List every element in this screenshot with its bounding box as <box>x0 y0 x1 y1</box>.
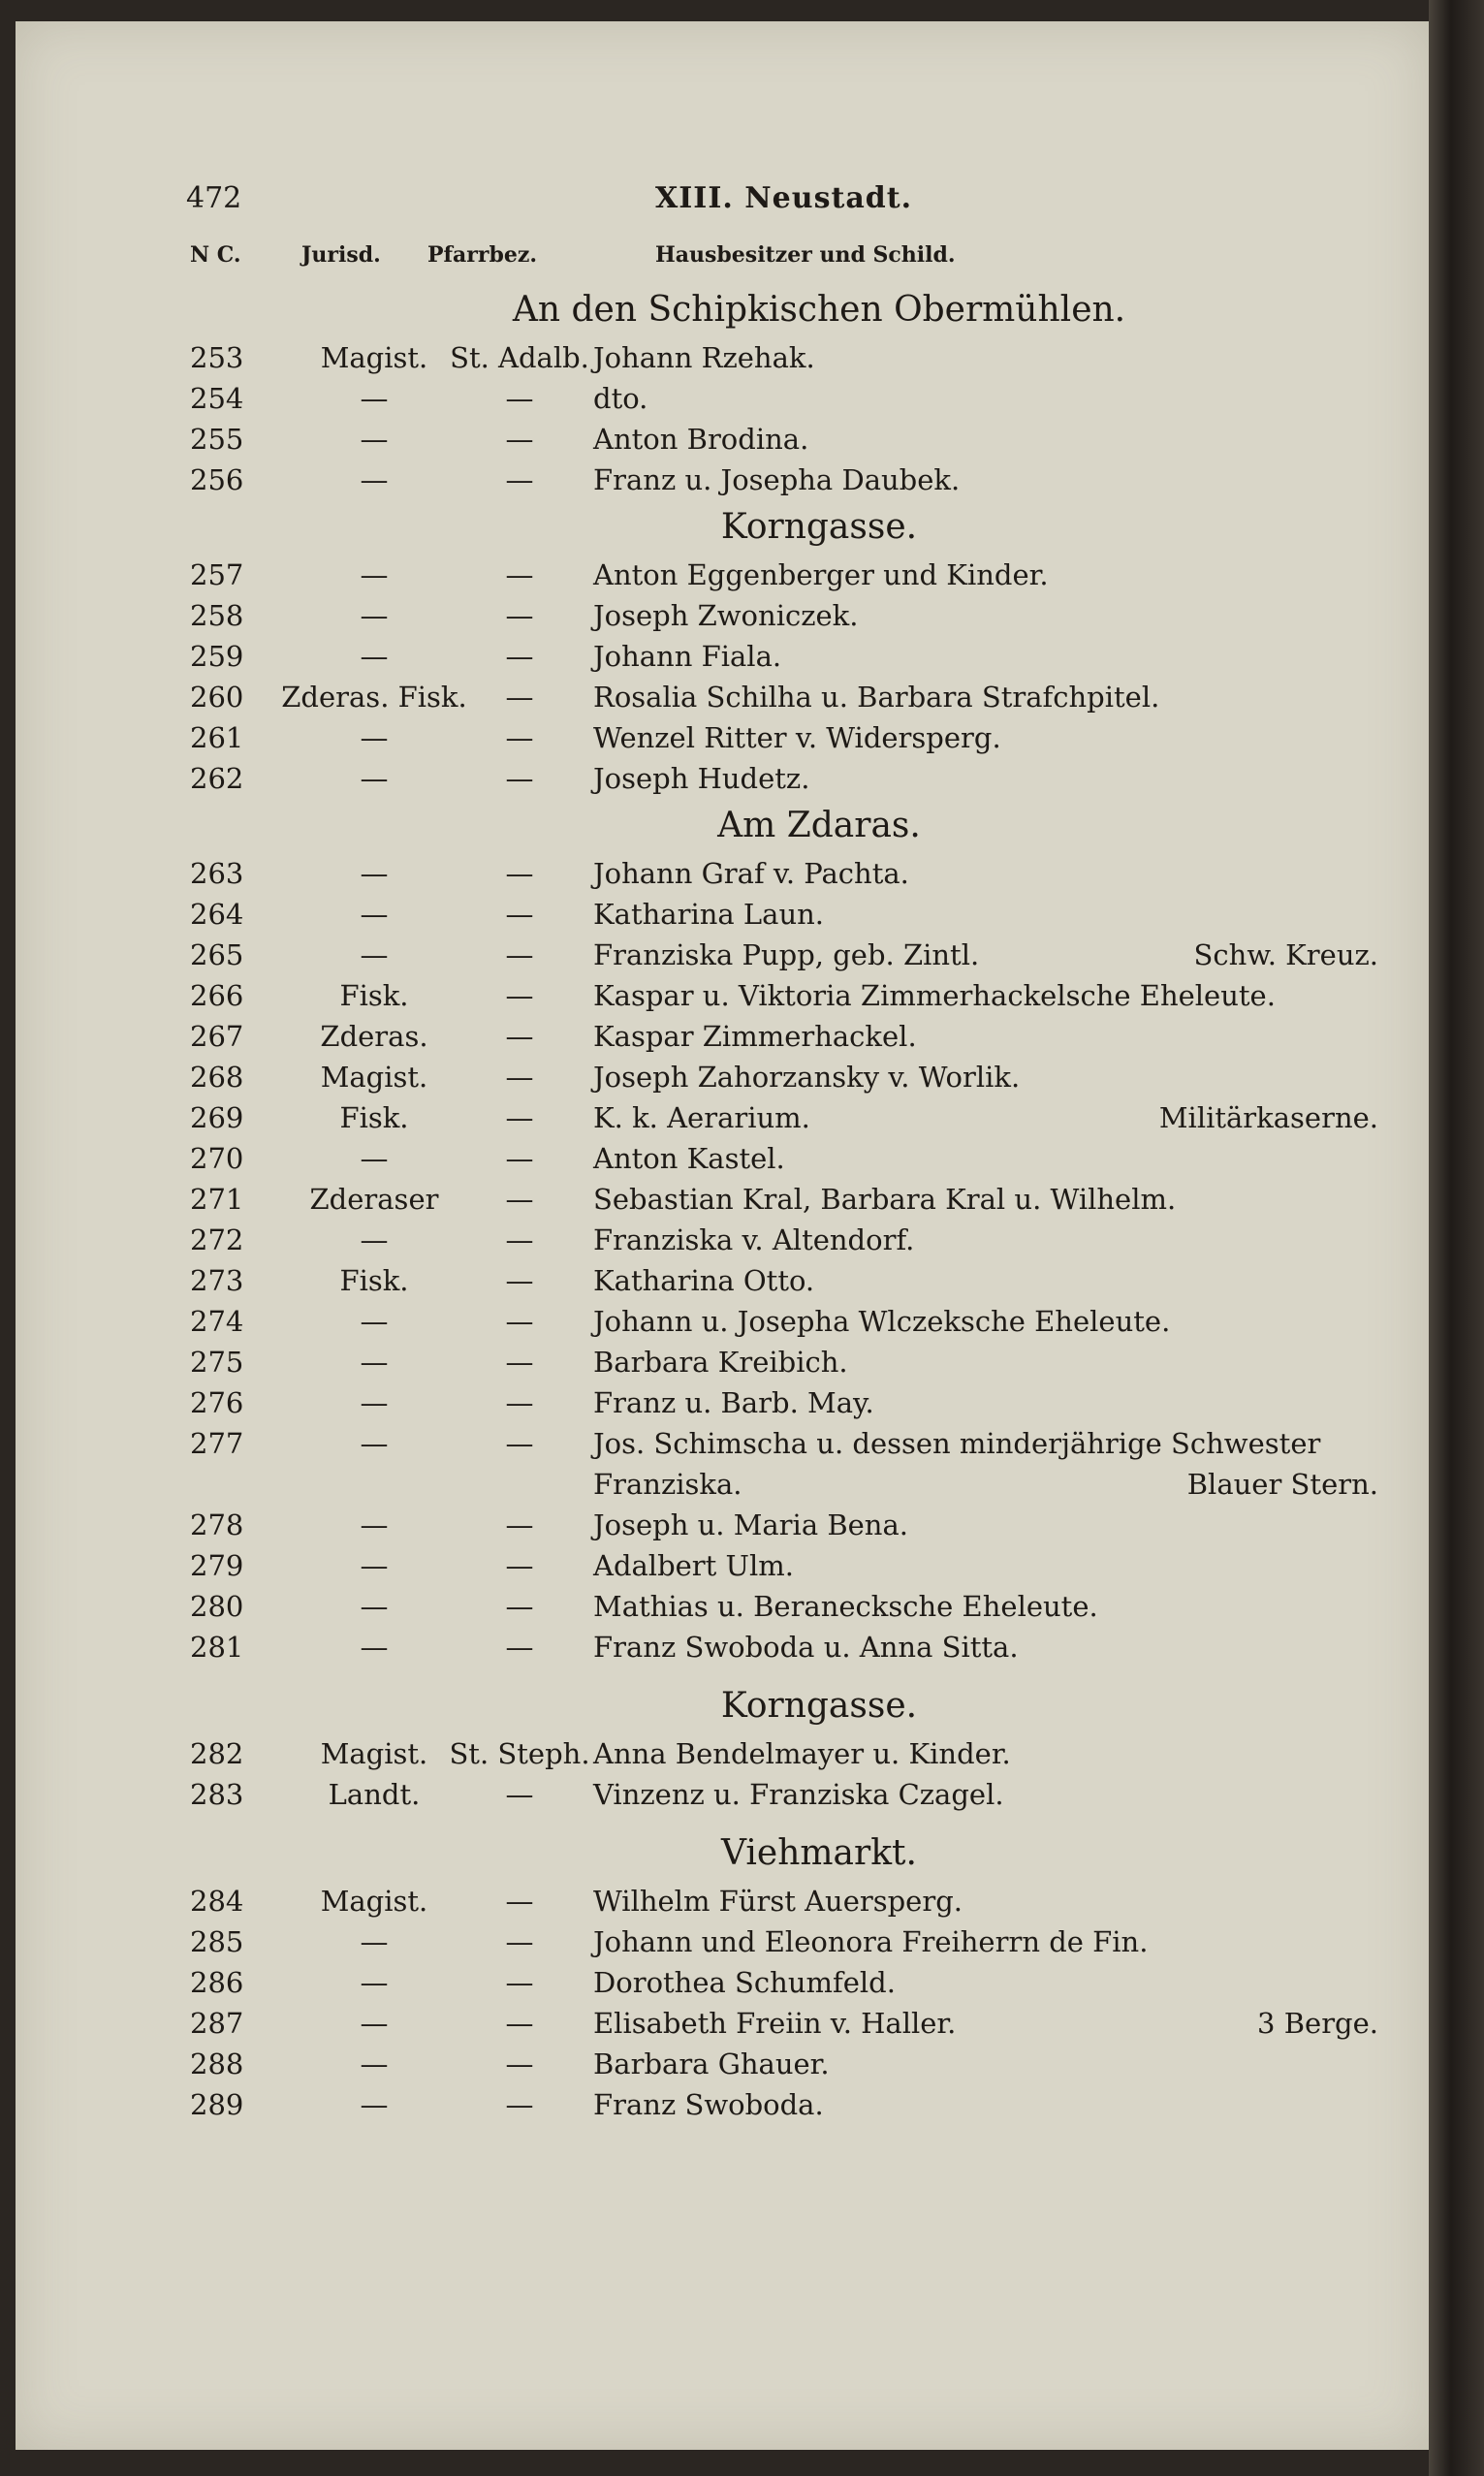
house-number: 289 <box>190 2088 244 2121</box>
owner-cell: Franz u. Josepha Daubek. <box>593 463 961 496</box>
column-header-parish: Pfarrbez. <box>427 242 537 268</box>
house-number: 261 <box>190 721 244 754</box>
house-number: 259 <box>190 640 244 673</box>
parish-cell: — <box>505 423 534 456</box>
jurisdiction-cell: Zderaser <box>309 1183 439 1216</box>
house-sign-cell: Schw. Kreuz. <box>1193 938 1378 971</box>
owner-cell: Johann u. Josepha Wlczeksche Eheleute. <box>593 1305 1171 1338</box>
house-number: 281 <box>190 1631 244 1664</box>
house-number: 263 <box>190 857 244 890</box>
house-number: 283 <box>190 1778 244 1811</box>
jurisdiction-cell: — <box>360 938 389 971</box>
owner-cell: Rosalia Schilha u. Barbara Strafchpitel. <box>593 681 1160 714</box>
house-number: 271 <box>190 1183 244 1216</box>
owner-cell: Katharina Otto. <box>593 1264 815 1297</box>
parish-cell: — <box>505 762 534 795</box>
parish-cell: — <box>505 1346 534 1379</box>
owner-cell: Joseph Zwoniczek. <box>593 599 859 632</box>
jurisdiction-cell: — <box>360 1966 389 1999</box>
jurisdiction-cell: Zderas. <box>320 1020 428 1053</box>
table-row <box>16 2003 1429 2044</box>
parish-cell: — <box>505 1427 534 1460</box>
section-title: Korngasse. <box>720 1686 918 1726</box>
table-row <box>16 935 1429 975</box>
table-row <box>16 1016 1429 1057</box>
owner-cell: Mathias u. Beranecksche Eheleute. <box>593 1590 1098 1623</box>
owner-cell: Jos. Schimscha u. dessen minderjährige Schwester Franziska. <box>593 1427 1321 1501</box>
owner-cell: Franz u. Barb. May. <box>593 1386 874 1419</box>
house-number: 287 <box>190 2007 244 2040</box>
jurisdiction-cell: — <box>360 2088 389 2121</box>
jurisdiction-cell: — <box>360 2007 389 2040</box>
jurisdiction-cell: — <box>360 1631 389 1664</box>
table-row <box>16 595 1429 636</box>
section-spacer <box>16 1815 1429 1826</box>
parish-cell: — <box>505 2088 534 2121</box>
owner-cell: K. k. Aerarium. <box>593 1101 810 1134</box>
table-row <box>16 337 1429 378</box>
table-row <box>16 894 1429 935</box>
parish-cell: — <box>505 1966 534 1999</box>
parish-cell: — <box>505 2007 534 2040</box>
jurisdiction-cell: — <box>360 2047 389 2080</box>
table-row <box>16 758 1429 799</box>
jurisdiction-cell: Fisk. <box>339 1101 409 1134</box>
table-row <box>16 378 1429 419</box>
owner-cell: Johann Rzehak. <box>593 341 815 374</box>
table-row <box>16 1179 1429 1220</box>
jurisdiction-cell: — <box>360 898 389 931</box>
table-row <box>16 1774 1429 1815</box>
parish-cell: — <box>505 1142 534 1175</box>
jurisdiction-cell: — <box>360 558 389 591</box>
table-row <box>16 555 1429 595</box>
house-number: 278 <box>190 1508 244 1541</box>
parish-cell: — <box>505 1264 534 1297</box>
house-sign-cell: Militärkaserne. <box>1158 1101 1378 1134</box>
owner-cell: Barbara Kreibich. <box>593 1346 848 1379</box>
table-row <box>16 1423 1429 1505</box>
house-sign-cell: Blauer Stern. <box>1186 1468 1378 1501</box>
owner-cell: Katharina Laun. <box>593 898 825 931</box>
parish-cell: — <box>505 1508 534 1541</box>
table-row <box>16 1881 1429 1921</box>
owner-cell: Sebastian Kral, Barbara Kral u. Wilhelm. <box>593 1183 1177 1216</box>
jurisdiction-cell: — <box>360 382 389 415</box>
parish-cell: — <box>505 1183 534 1216</box>
parish-cell: — <box>505 1590 534 1623</box>
house-number: 256 <box>190 463 244 496</box>
jurisdiction-cell: — <box>360 857 389 890</box>
jurisdiction-cell: Magist. <box>320 1737 428 1770</box>
owner-cell: Adalbert Ulm. <box>593 1549 794 1582</box>
owner-cell: Franziska v. Altendorf. <box>593 1223 915 1256</box>
section-title: Korngasse. <box>720 507 918 547</box>
house-number: 277 <box>190 1427 244 1460</box>
table-row <box>16 1342 1429 1382</box>
parish-cell: — <box>505 979 534 1012</box>
house-number: 266 <box>190 979 244 1012</box>
jurisdiction-cell: Landt. <box>328 1778 421 1811</box>
table-row <box>16 460 1429 500</box>
table-row <box>16 419 1429 460</box>
jurisdiction-cell: — <box>360 1346 389 1379</box>
jurisdiction-cell: — <box>360 721 389 754</box>
house-number: 276 <box>190 1386 244 1419</box>
table-row <box>16 717 1429 758</box>
house-number: 258 <box>190 599 244 632</box>
jurisdiction-cell: — <box>360 1925 389 1958</box>
jurisdiction-cell: — <box>360 1590 389 1623</box>
table-row <box>16 2044 1429 2084</box>
column-header-nr: N C. <box>190 242 241 268</box>
table-row <box>16 1097 1429 1138</box>
parish-cell: — <box>505 558 534 591</box>
parish-cell: — <box>505 1305 534 1338</box>
jurisdiction-cell: — <box>360 1142 389 1175</box>
house-sign-cell: 3 Berge. <box>1257 2007 1378 2040</box>
table-row <box>16 1220 1429 1260</box>
house-number: 275 <box>190 1346 244 1379</box>
jurisdiction-cell: Fisk. <box>339 979 409 1012</box>
owner-cell: Franz Swoboda. <box>593 2088 824 2121</box>
column-header-owner: Hausbesitzer und Schild. <box>655 242 956 268</box>
parish-cell: — <box>505 1061 534 1094</box>
table-row <box>16 1260 1429 1301</box>
owner-cell: Barbara Ghauer. <box>593 2047 830 2080</box>
jurisdiction-cell: Zderas. Fisk. <box>281 681 467 714</box>
house-number: 265 <box>190 938 244 971</box>
owner-cell: Anton Eggenberger und Kinder. <box>593 558 1049 591</box>
page-number: 472 <box>186 181 242 215</box>
owner-cell: Franz Swoboda u. Anna Sitta. <box>593 1631 1019 1664</box>
owner-cell: Johann Fiala. <box>593 640 782 673</box>
jurisdiction-cell: — <box>360 1305 389 1338</box>
parish-cell: — <box>505 1020 534 1053</box>
page-header <box>16 181 1429 220</box>
parish-cell: — <box>505 599 534 632</box>
owner-cell: Joseph Zahorzansky v. Worlik. <box>593 1061 1021 1094</box>
house-number: 279 <box>190 1549 244 1582</box>
parish-cell: — <box>505 382 534 415</box>
register-content <box>16 283 1429 2125</box>
section-title: Am Zdaras. <box>717 806 921 845</box>
parish-cell: — <box>505 1223 534 1256</box>
table-row <box>16 1505 1429 1545</box>
owner-cell: Wilhelm Fürst Auersperg. <box>593 1885 963 1918</box>
owner-cell: Kaspar Zimmerhackel. <box>593 1020 917 1053</box>
jurisdiction-cell: — <box>360 1386 389 1419</box>
owner-cell: Johann und Eleonora Freiherrn de Fin. <box>593 1925 1149 1958</box>
parish-cell: — <box>505 1549 534 1582</box>
owner-cell: Anna Bendelmayer u. Kinder. <box>593 1737 1011 1770</box>
owner-cell: Anton Kastel. <box>593 1142 785 1175</box>
owner-cell: Anton Brodina. <box>593 423 809 456</box>
table-row <box>16 975 1429 1016</box>
house-number: 282 <box>190 1737 244 1770</box>
house-number: 268 <box>190 1061 244 1094</box>
jurisdiction-cell: — <box>360 762 389 795</box>
parish-cell: — <box>505 2047 534 2080</box>
table-row <box>16 677 1429 717</box>
house-number: 284 <box>190 1885 244 1918</box>
jurisdiction-cell: — <box>360 599 389 632</box>
house-number: 267 <box>190 1020 244 1053</box>
parish-cell: — <box>505 1778 534 1811</box>
table-row <box>16 1962 1429 2003</box>
house-number: 264 <box>190 898 244 931</box>
jurisdiction-cell: — <box>360 1427 389 1460</box>
parish-cell: — <box>505 857 534 890</box>
house-number: 262 <box>190 762 244 795</box>
parish-cell: — <box>505 898 534 931</box>
owner-cell: Dorothea Schumfeld. <box>593 1966 896 1999</box>
house-number: 260 <box>190 681 244 714</box>
owner-cell: dto. <box>593 382 648 415</box>
house-number: 286 <box>190 1966 244 1999</box>
owner-cell: Wenzel Ritter v. Widersperg. <box>593 721 1001 754</box>
jurisdiction-cell: — <box>360 640 389 673</box>
owner-cell: Elisabeth Freiin v. Haller. <box>593 2007 957 2040</box>
house-number: 255 <box>190 423 244 456</box>
column-header-jurisdiction: Jurisd. <box>301 242 381 268</box>
running-title: XIII. Neustadt. <box>655 181 913 215</box>
table-row <box>16 636 1429 677</box>
table-row <box>16 1586 1429 1627</box>
house-number: 288 <box>190 2047 244 2080</box>
house-number: 285 <box>190 1925 244 1958</box>
book-gutter <box>1429 0 1484 2476</box>
jurisdiction-cell: — <box>360 463 389 496</box>
house-number: 269 <box>190 1101 244 1134</box>
jurisdiction-cell: Magist. <box>320 1885 428 1918</box>
table-row <box>16 1733 1429 1774</box>
owner-cell: Johann Graf v. Pachta. <box>593 857 909 890</box>
parish-cell: — <box>505 1631 534 1664</box>
table-row <box>16 2084 1429 2125</box>
parish-cell: St. Steph. <box>449 1737 590 1770</box>
house-number: 253 <box>190 341 244 374</box>
house-number: 274 <box>190 1305 244 1338</box>
table-row <box>16 1057 1429 1097</box>
section-title: An den Schipkischen Obermühlen. <box>512 290 1126 330</box>
jurisdiction-cell: — <box>360 1223 389 1256</box>
owner-cell: Joseph Hudetz. <box>593 762 810 795</box>
table-row <box>16 1627 1429 1667</box>
parish-cell: — <box>505 721 534 754</box>
jurisdiction-cell: Fisk. <box>339 1264 409 1297</box>
house-number: 270 <box>190 1142 244 1175</box>
owner-cell: Vinzenz u. Franziska Czagel. <box>593 1778 1004 1811</box>
book-page <box>16 21 1429 2450</box>
house-number: 257 <box>190 558 244 591</box>
parish-cell: — <box>505 1101 534 1134</box>
parish-cell: — <box>505 640 534 673</box>
table-row <box>16 1921 1429 1962</box>
table-row <box>16 1545 1429 1586</box>
table-row <box>16 853 1429 894</box>
section-title: Viehmarkt. <box>721 1833 917 1873</box>
owner-cell: Kaspar u. Viktoria Zimmerhackelsche Eheleute. <box>593 979 1276 1012</box>
jurisdiction-cell: — <box>360 1549 389 1582</box>
parish-cell: — <box>505 1885 534 1918</box>
parish-cell: — <box>505 1386 534 1419</box>
jurisdiction-cell: Magist. <box>320 341 428 374</box>
column-headers <box>16 242 1429 271</box>
table-row <box>16 1138 1429 1179</box>
parish-cell: — <box>505 938 534 971</box>
table-row <box>16 1382 1429 1423</box>
house-number: 272 <box>190 1223 244 1256</box>
parish-cell: — <box>505 681 534 714</box>
jurisdiction-cell: — <box>360 423 389 456</box>
parish-cell: — <box>505 463 534 496</box>
parish-cell: St. Adalb. <box>450 341 589 374</box>
house-number: 273 <box>190 1264 244 1297</box>
jurisdiction-cell: — <box>360 1508 389 1541</box>
owner-cell: Joseph u. Maria Bena. <box>593 1508 908 1541</box>
table-row <box>16 1301 1429 1342</box>
house-number: 280 <box>190 1590 244 1623</box>
owner-cell: Franziska Pupp, geb. Zintl. <box>593 938 980 971</box>
section-spacer <box>16 1667 1429 1679</box>
parish-cell: — <box>505 1925 534 1958</box>
jurisdiction-cell: Magist. <box>320 1061 428 1094</box>
house-number: 254 <box>190 382 244 415</box>
